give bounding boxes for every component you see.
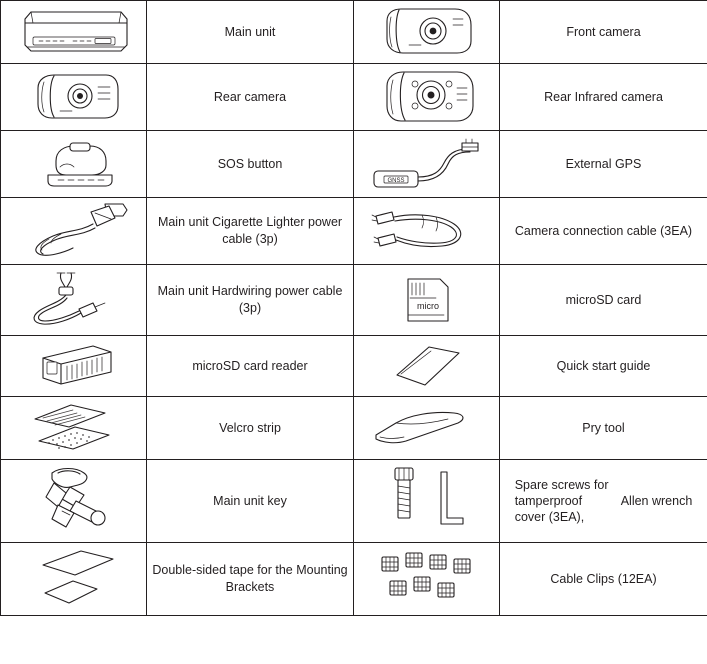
microsd-card-reader-icon (9, 336, 139, 396)
item-label-spare-screws: Spare screws for tamperproof cover (3EA), (514, 477, 609, 525)
item-image-quick-start-guide (354, 336, 500, 397)
item-label-main-unit-key: Main unit key (147, 460, 354, 543)
item-image-hardwiring-cable (1, 265, 147, 336)
table-row (1, 64, 707, 131)
table-row (1, 1, 707, 64)
item-label-pry-tool: Pry tool (500, 397, 707, 460)
screw-and-allen-wrench-icon (367, 460, 487, 542)
item-label-external-gps: External GPS (500, 131, 707, 198)
quick-start-guide-icon (367, 337, 487, 395)
item-image-velcro-strip (1, 397, 147, 460)
item-label-cigarette-lighter-cable: Main unit Cigarette Lighter power cable (3p) (147, 198, 354, 265)
item-label-camera-connection-cable: Camera connection cable (3EA) (500, 198, 707, 265)
item-image-double-sided-tape (1, 543, 147, 616)
main-unit-key-icon (14, 461, 134, 541)
item-label-rear-infrared-camera: Rear Infrared camera (500, 64, 707, 131)
cigarette-lighter-cable-icon (9, 198, 139, 264)
table-row (1, 543, 707, 616)
item-label-rear-camera: Rear camera (147, 64, 354, 131)
item-image-main-unit-key (1, 460, 147, 543)
double-sided-tape-icon (9, 543, 139, 615)
item-label-double-sided-tape: Double-sided tape for the Mounting Brackets (147, 543, 354, 616)
table-row (1, 397, 707, 460)
item-label-cable-clips: Cable Clips (12EA) (500, 543, 707, 616)
external-gps-icon (362, 131, 492, 197)
item-image-camera-connection-cable (354, 198, 500, 265)
camera-connection-cable-icon (362, 198, 492, 264)
microsd-card-face-text: micro (416, 301, 439, 311)
front-camera-icon (367, 1, 487, 63)
item-label-hardwiring-cable: Main unit Hardwiring power cable (3p) (147, 265, 354, 336)
item-image-microsd-card (354, 265, 500, 336)
item-image-rear-infrared-camera (354, 64, 500, 131)
main-unit-icon (9, 1, 139, 63)
item-image-external-gps (354, 131, 500, 198)
item-label-screw-and-allen-wrench (500, 460, 707, 543)
item-image-cigarette-lighter-cable (1, 198, 147, 265)
table-row (1, 198, 707, 265)
sos-button-icon (14, 133, 134, 195)
item-image-main-unit (1, 1, 147, 64)
item-label-velcro-strip: Velcro strip (147, 397, 354, 460)
rear-camera-icon (14, 66, 134, 128)
item-image-cable-clips (354, 543, 500, 616)
item-image-rear-camera (1, 64, 147, 131)
item-image-microsd-card-reader (1, 336, 147, 397)
pry-tool-icon (362, 403, 492, 453)
item-label-allen-wrench: Allen wrench (620, 493, 693, 508)
table-row (1, 131, 707, 198)
item-image-sos-button (1, 131, 147, 198)
table-row (1, 460, 707, 543)
item-label-quick-start-guide: Quick start guide (500, 336, 707, 397)
table-row (1, 336, 707, 397)
item-image-screw-and-allen-wrench (354, 460, 500, 543)
item-label-main-unit: Main unit (147, 1, 354, 64)
item-label-front-camera: Front camera (500, 1, 707, 64)
item-image-pry-tool (354, 397, 500, 460)
svg-text:GNSS: GNSS (386, 178, 405, 184)
table-row (1, 265, 707, 336)
item-label-microsd-card-reader: microSD card reader (147, 336, 354, 397)
item-label-microsd-card: microSD card (500, 265, 707, 336)
item-label-sos-button: SOS button (147, 131, 354, 198)
rear-infrared-camera-icon (365, 64, 489, 130)
microsd-card-icon (372, 269, 482, 331)
cable-clips-icon (362, 543, 492, 615)
item-image-front-camera (354, 1, 500, 64)
hardwiring-cable-icon (9, 265, 139, 335)
velcro-strip-icon (9, 397, 139, 459)
